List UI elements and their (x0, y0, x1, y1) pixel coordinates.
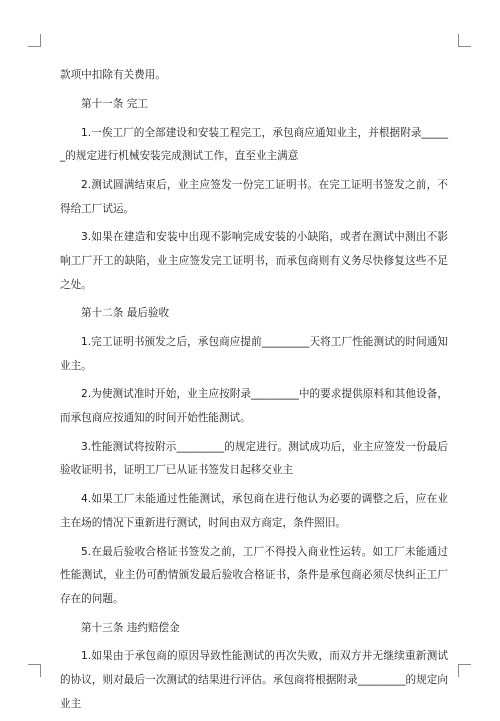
article-11-clause-3: 3.如果在建造和安装中出现不影响完成安装的小缺陷，或者在测试中测出不影响工厂开工的缺陷，业主应签发完工证明书，而承包商则有义务尽快修复这些不足之处。 (60, 231, 448, 291)
crop-mark-bottom-left (28, 664, 41, 677)
article-12-clause-1: 1.完工证明书颁发之后，承包商应提前_________天将工厂性能测试的时间通知业主。 (60, 336, 448, 372)
article-11-clause-1: 1.一俟工厂的全部建设和安装工程完工，承包商应通知业主，并根据附录______的规定进行机械安装完成测试工作，直至业主满意 (60, 126, 448, 163)
article-13-clause-1: 1.如果由于承包商的原因导致性能测试的再次失败，而双方并无继续重新测试的协议，则对最后一次测试的结果进行评估。承包商将根据附录_________的规定向业主 (60, 650, 448, 710)
article-12-clause-5: 5.在最后验收合格证书签发之前，工厂不得投入商业性运转。如工厂未能通过性能测试，业主仍可酌情颁发最后验收合格证书，条件是承包商必须尽快纠正工厂存在的问题。 (60, 545, 448, 605)
paragraph-continuation: 款项中扣除有关费用。 (60, 69, 166, 81)
crop-mark-bottom-right (458, 664, 471, 677)
article-13-heading: 第十三条 违约赔偿金 (81, 621, 180, 634)
article-12-clause-2: 2.为使测试准时开始，业主应按附录_________中的要求提供原料和其他设备，而承包商应按通知的时间开始性能测试。 (60, 388, 448, 425)
article-11-clause-2: 2.测试圆满结束后，业主应签发一份完工证明书。在完工证明书签发之前，不得给工厂试运。 (60, 178, 448, 215)
article-12-clause-4: 4.如果工厂未能通过性能测试，承包商在进行他认为必要的调整之后，应在业主在场的情况下重新进行测试，时间由双方商定，条件照旧。 (60, 493, 448, 529)
article-11-heading: 第十一条 完工 (81, 97, 148, 110)
article-12-heading: 第十二条 最后验收 (81, 307, 170, 320)
article-12-clause-3: 3.性能测试将按附示_________的规定进行。测试成功后，业主应签发一份最后验收证明书，证明工厂已从证书签发日起移交业主 (60, 440, 448, 477)
document-body (60, 64, 448, 721)
crop-mark-top-left (28, 34, 41, 47)
crop-mark-top-right (458, 34, 471, 47)
